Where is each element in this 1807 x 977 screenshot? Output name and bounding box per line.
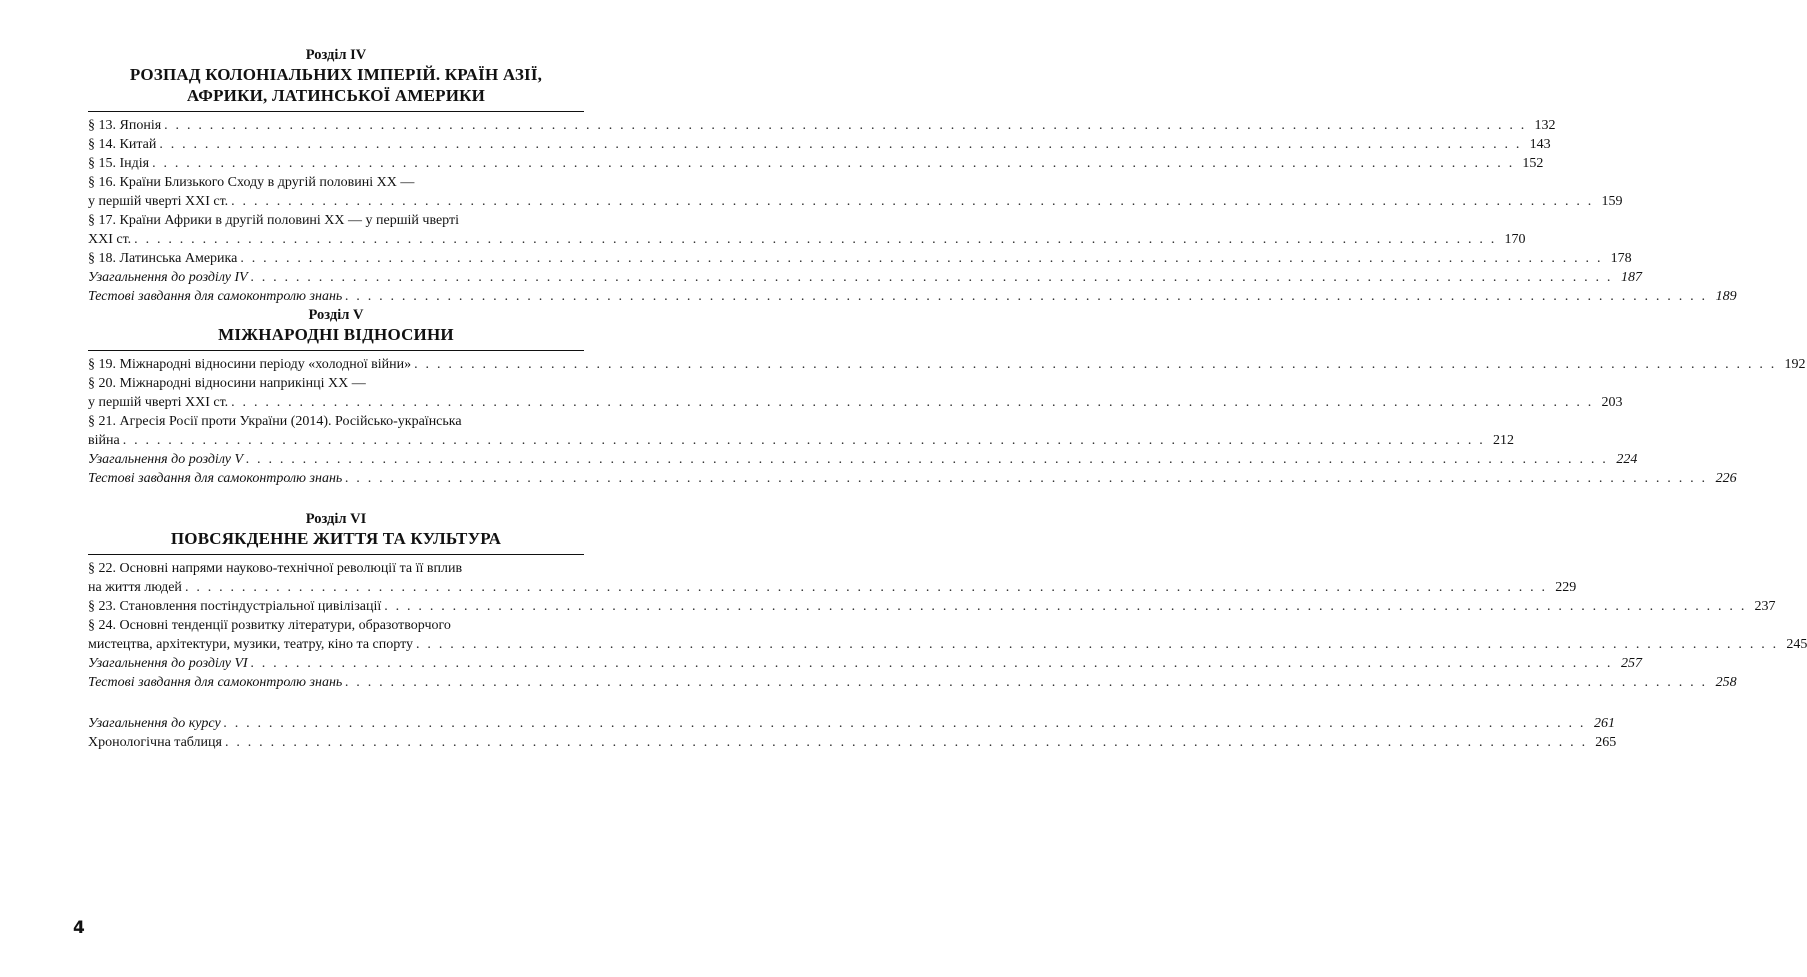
entry-line — [88, 116, 1556, 135]
dot-leader: . . . . . . . . . . . . . . . . . . . . . . . . . . . . . . . . . . . . . . . . . . . . . . . . . . . . . . . . . . . . . . . . . . . . . . . . . . . . . . . . . . . . . . . . . . . . . . . . . . . . . . . . . . . . . . . . . . . . . . . . — [164, 118, 1527, 133]
entry-line — [88, 135, 1551, 154]
dot-leader: . . . . . . . . . . . . . . . . . . . . . . . . . . . . . . . . . . . . . . . . . . . . . . . . . . . . . . . . . . . . . . . . . . . . . . . . . . . . . . . . . . . . . . . . . . . . . . . . . . . . . . . . . . . . . . . . . . . . . . . . — [134, 232, 1497, 247]
page-ref[interactable]: 132 — [1534, 118, 1556, 133]
section-heading: МІЖНАРОДНІ ВІДНОСИНИ — [218, 325, 454, 344]
toc-entry[interactable] — [88, 559, 1577, 597]
entry-line — [88, 154, 1544, 173]
toc-entry[interactable] — [88, 211, 1526, 249]
entry-line — [88, 192, 1623, 211]
entry-title-line: § 15. Індія — [88, 156, 150, 171]
entry-title-line: § 17. Країни Африки в другій половині XX — у першій чверті — [88, 213, 460, 228]
entry-title-line: Тестові завдання для самоконтролю знань — [88, 471, 343, 486]
dot-leader: . . . . . . . . . . . . . . . . . . . . . . . . . . . . . . . . . . . . . . . . . . . . . . . . . . . . . . . . . . . . . . . . . . . . . . . . . . . . . . . . . . . . . . . . . . . . . . . . . . . . . . . . . . . . . . . . . . . . . . . . — [250, 656, 1613, 671]
entry-title-line: на життя людей — [88, 580, 182, 595]
entry-title-line: § 18. Латинська Америка — [88, 251, 238, 266]
section-rule — [88, 350, 584, 351]
entry-title-line: Хронологічна таблиця — [88, 735, 222, 750]
spacer — [88, 692, 584, 714]
entry-title-line: мистецтва, архітектури, музики, театру, кіно та спорту — [88, 637, 414, 652]
dot-leader: . . . . . . . . . . . . . . . . . . . . . . . . . . . . . . . . . . . . . . . . . . . . . . . . . . . . . . . . . . . . . . . . . . . . . . . . . . . . . . . . . . . . . . . . . . . . . . . . . . . . . . . . . . . . . . . . . . . . . . . . — [384, 599, 1747, 614]
dot-leader: . . . . . . . . . . . . . . . . . . . . . . . . . . . . . . . . . . . . . . . . . . . . . . . . . . . . . . . . . . . . . . . . . . . . . . . . . . . . . . . . . . . . . . . . . . . . . . . . . . . . . . . . . . . . . . . . . . . . . . . . — [416, 637, 1779, 652]
page-ref[interactable]: 258 — [1715, 675, 1737, 690]
toc-entry[interactable] — [88, 733, 1617, 752]
toc-entry[interactable] — [88, 714, 1615, 733]
spacer — [88, 488, 584, 510]
entry-title-line: § 16. Країни Близького Сходу в другій половині XX — — [88, 175, 415, 190]
dot-leader: . . . . . . . . . . . . . . . . . . . . . . . . . . . . . . . . . . . . . . . . . . . . . . . . . . . . . . . . . . . . . . . . . . . . . . . . . . . . . . . . . . . . . . . . . . . . . . . . . . . . . . . . . . . . . . . . . . . . . . . . — [223, 716, 1586, 731]
page-ref[interactable]: 245 — [1786, 637, 1807, 652]
entry-title-line: Тестові завдання для самоконтролю знань — [88, 675, 343, 690]
toc-entry[interactable] — [88, 173, 1623, 211]
entry-title-line: § 24. Основні тенденції розвитку літератури, образотворчого — [88, 618, 451, 633]
dot-leader: . . . . . . . . . . . . . . . . . . . . . . . . . . . . . . . . . . . . . . . . . . . . . . . . . . . . . . . . . . . . . . . . . . . . . . . . . . . . . . . . . . . . . . . . . . . . . . . . . . . . . . . . . . . . . . . . . . . . . . . . — [122, 433, 1486, 448]
section-rule — [88, 554, 584, 555]
entry-line — [88, 469, 1737, 488]
entry-title-line: § 14. Китай — [88, 137, 157, 152]
entry-title-line: § 22. Основні напрями науково-технічної революції та її вплив — [88, 561, 463, 576]
section-label: Розділ IV — [305, 47, 367, 63]
toc-entry[interactable] — [88, 374, 1623, 412]
entry-title-line: § 20. Міжнародні відносини наприкінці XX — — [88, 376, 366, 391]
entry-line — [88, 578, 1577, 597]
toc-entry[interactable] — [88, 355, 1806, 374]
toc-entry[interactable] — [88, 412, 1515, 450]
entry-line — [88, 714, 1615, 733]
entry-title-line: Узагальнення до розділу IV — [88, 270, 248, 285]
table-of-contents — [88, 46, 1807, 752]
section-heading: АФРИКИ, ЛАТИНСЬКОЇ АМЕРИКИ — [186, 86, 486, 105]
toc-entry[interactable] — [88, 249, 1632, 268]
page-ref[interactable]: 189 — [1715, 289, 1737, 304]
dot-leader: . . . . . . . . . . . . . . . . . . . . . . . . . . . . . . . . . . . . . . . . . . . . . . . . . . . . . . . . . . . . . . . . . . . . . . . . . . . . . . . . . . . . . . . . . . . . . . . . . . . . . . . . . . . . . . . . . . . . . . . . — [159, 137, 1522, 152]
entry-line — [88, 393, 1623, 412]
toc-entry[interactable] — [88, 597, 1776, 616]
page-ref[interactable]: 170 — [1504, 232, 1526, 247]
toc-entry[interactable] — [88, 154, 1544, 173]
toc-entry[interactable] — [88, 450, 1638, 469]
dot-leader: . . . . . . . . . . . . . . . . . . . . . . . . . . . . . . . . . . . . . . . . . . . . . . . . . . . . . . . . . . . . . . . . . . . . . . . . . . . . . . . . . . . . . . . . . . . . . . . . . . . . . . . . . . . . . . . . . . . . . . . . — [414, 357, 1777, 372]
entry-title-line: Узагальнення до курсу — [88, 716, 221, 731]
page-ref[interactable]: 229 — [1555, 580, 1577, 595]
toc-entry[interactable] — [88, 135, 1551, 154]
entry-line — [88, 733, 1617, 752]
toc-entry[interactable] — [88, 116, 1556, 135]
page-ref[interactable]: 192 — [1784, 357, 1806, 372]
entry-line — [88, 268, 1642, 287]
page-ref[interactable]: 224 — [1616, 452, 1638, 467]
section-rule — [88, 111, 584, 112]
entry-title-line: § 23. Становлення постіндустріальної цивілізації — [88, 599, 382, 614]
dot-leader: . . . . . . . . . . . . . . . . . . . . . . . . . . . . . . . . . . . . . . . . . . . . . . . . . . . . . . . . . . . . . . . . . . . . . . . . . . . . . . . . . . . . . . . . . . . . . . . . . . . . . . . . . . . . . . . . . . . . . . . . — [250, 270, 1613, 285]
entry-line — [88, 249, 1632, 268]
page-ref[interactable]: 143 — [1529, 137, 1551, 152]
entry-title-line: війна — [88, 433, 120, 448]
entry-line — [88, 355, 1806, 374]
page-ref[interactable]: 159 — [1601, 194, 1623, 209]
page-number: 4 — [73, 918, 85, 938]
page-ref[interactable]: 203 — [1601, 395, 1623, 410]
toc-entry[interactable] — [88, 616, 1807, 654]
section-heading: РОЗПАД КОЛОНІАЛЬНИХ ІМПЕРІЙ. КРАЇН АЗІЇ, — [129, 65, 543, 84]
dot-leader: . . . . . . . . . . . . . . . . . . . . . . . . . . . . . . . . . . . . . . . . . . . . . . . . . . . . . . . . . . . . . . . . . . . . . . . . . . . . . . . . . . . . . . . . . . . . . . . . . . . . . . . . . . . . . . . . . . . . . . . . — [345, 675, 1708, 690]
dot-leader: . . . . . . . . . . . . . . . . . . . . . . . . . . . . . . . . . . . . . . . . . . . . . . . . . . . . . . . . . . . . . . . . . . . . . . . . . . . . . . . . . . . . . . . . . . . . . . . . . . . . . . . . . . . . . . . . . . . . . . . . — [231, 395, 1594, 410]
page-ref[interactable]: 237 — [1754, 599, 1776, 614]
entry-title-line: у першій чверті XXI ст. — [88, 395, 229, 410]
entry-line — [88, 654, 1642, 673]
entry-line — [88, 431, 1515, 450]
dot-leader: . . . . . . . . . . . . . . . . . . . . . . . . . . . . . . . . . . . . . . . . . . . . . . . . . . . . . . . . . . . . . . . . . . . . . . . . . . . . . . . . . . . . . . . . . . . . . . . . . . . . . . . . . . . . . . . . . . . . . . . . — [231, 194, 1594, 209]
entry-line — [88, 230, 1526, 249]
toc-entry[interactable] — [88, 287, 1737, 306]
toc-entry[interactable] — [88, 268, 1642, 287]
entry-title-line: § 13. Японія — [88, 118, 162, 133]
section-label: Розділ VI — [305, 511, 367, 527]
entry-title-line: XXI ст. — [88, 232, 132, 247]
entry-line — [88, 450, 1638, 469]
entry-line — [88, 635, 1807, 654]
section-label: Розділ V — [308, 307, 364, 323]
page-ref[interactable]: 152 — [1522, 156, 1544, 171]
page-ref[interactable]: 187 — [1621, 270, 1642, 285]
page-ref[interactable]: 212 — [1493, 433, 1515, 448]
page-ref[interactable]: 178 — [1610, 251, 1632, 266]
entry-title-line: Узагальнення до розділу VI — [88, 656, 248, 671]
entry-line — [88, 673, 1737, 692]
page-ref[interactable]: 265 — [1595, 735, 1617, 750]
dot-leader: . . . . . . . . . . . . . . . . . . . . . . . . . . . . . . . . . . . . . . . . . . . . . . . . . . . . . . . . . . . . . . . . . . . . . . . . . . . . . . . . . . . . . . . . . . . . . . . . . . . . . . . . . . . . . . . . . . . . . . . . — [345, 471, 1708, 486]
toc-entry[interactable] — [88, 673, 1737, 692]
page-ref[interactable]: 257 — [1621, 656, 1642, 671]
dot-leader: . . . . . . . . . . . . . . . . . . . . . . . . . . . . . . . . . . . . . . . . . . . . . . . . . . . . . . . . . . . . . . . . . . . . . . . . . . . . . . . . . . . . . . . . . . . . . . . . . . . . . . . . . . . . . . . . . . . . . . . . — [345, 289, 1708, 304]
section-heading: ПОВСЯКДЕННЕ ЖИТТЯ ТА КУЛЬТУРА — [170, 529, 502, 548]
page-ref[interactable]: 226 — [1715, 471, 1737, 486]
dot-leader: . . . . . . . . . . . . . . . . . . . . . . . . . . . . . . . . . . . . . . . . . . . . . . . . . . . . . . . . . . . . . . . . . . . . . . . . . . . . . . . . . . . . . . . . . . . . . . . . . . . . . . . . . . . . . . . . . . . . . . . . — [246, 452, 1609, 467]
dot-leader: . . . . . . . . . . . . . . . . . . . . . . . . . . . . . . . . . . . . . . . . . . . . . . . . . . . . . . . . . . . . . . . . . . . . . . . . . . . . . . . . . . . . . . . . . . . . . . . . . . . . . . . . . . . . . . . . . . . . . . . . — [240, 251, 1603, 266]
entry-line — [88, 597, 1776, 616]
entry-title-line: Тестові завдання для самоконтролю знань — [88, 289, 343, 304]
toc-entry[interactable] — [88, 469, 1737, 488]
dot-leader: . . . . . . . . . . . . . . . . . . . . . . . . . . . . . . . . . . . . . . . . . . . . . . . . . . . . . . . . . . . . . . . . . . . . . . . . . . . . . . . . . . . . . . . . . . . . . . . . . . . . . . . . . . . . . . . . . . . . . . . . — [152, 156, 1515, 171]
dot-leader: . . . . . . . . . . . . . . . . . . . . . . . . . . . . . . . . . . . . . . . . . . . . . . . . . . . . . . . . . . . . . . . . . . . . . . . . . . . . . . . . . . . . . . . . . . . . . . . . . . . . . . . . . . . . . . . . . . . . . . . . — [224, 735, 1588, 750]
entry-line — [88, 287, 1737, 306]
dot-leader: . . . . . . . . . . . . . . . . . . . . . . . . . . . . . . . . . . . . . . . . . . . . . . . . . . . . . . . . . . . . . . . . . . . . . . . . . . . . . . . . . . . . . . . . . . . . . . . . . . . . . . . . . . . . . . . . . . . . . . . . — [184, 580, 1548, 595]
page-ref[interactable]: 261 — [1593, 716, 1615, 731]
entry-title-line: § 19. Міжнародні відносини періоду «холодної війни» — [88, 357, 412, 372]
entry-title-line: Узагальнення до розділу V — [88, 452, 244, 467]
toc-entry[interactable] — [88, 654, 1642, 673]
entry-title-line: у першій чверті XXI ст. — [88, 194, 229, 209]
entry-title-line: § 21. Агресія Росії проти України (2014). Російсько-українська — [88, 414, 462, 429]
